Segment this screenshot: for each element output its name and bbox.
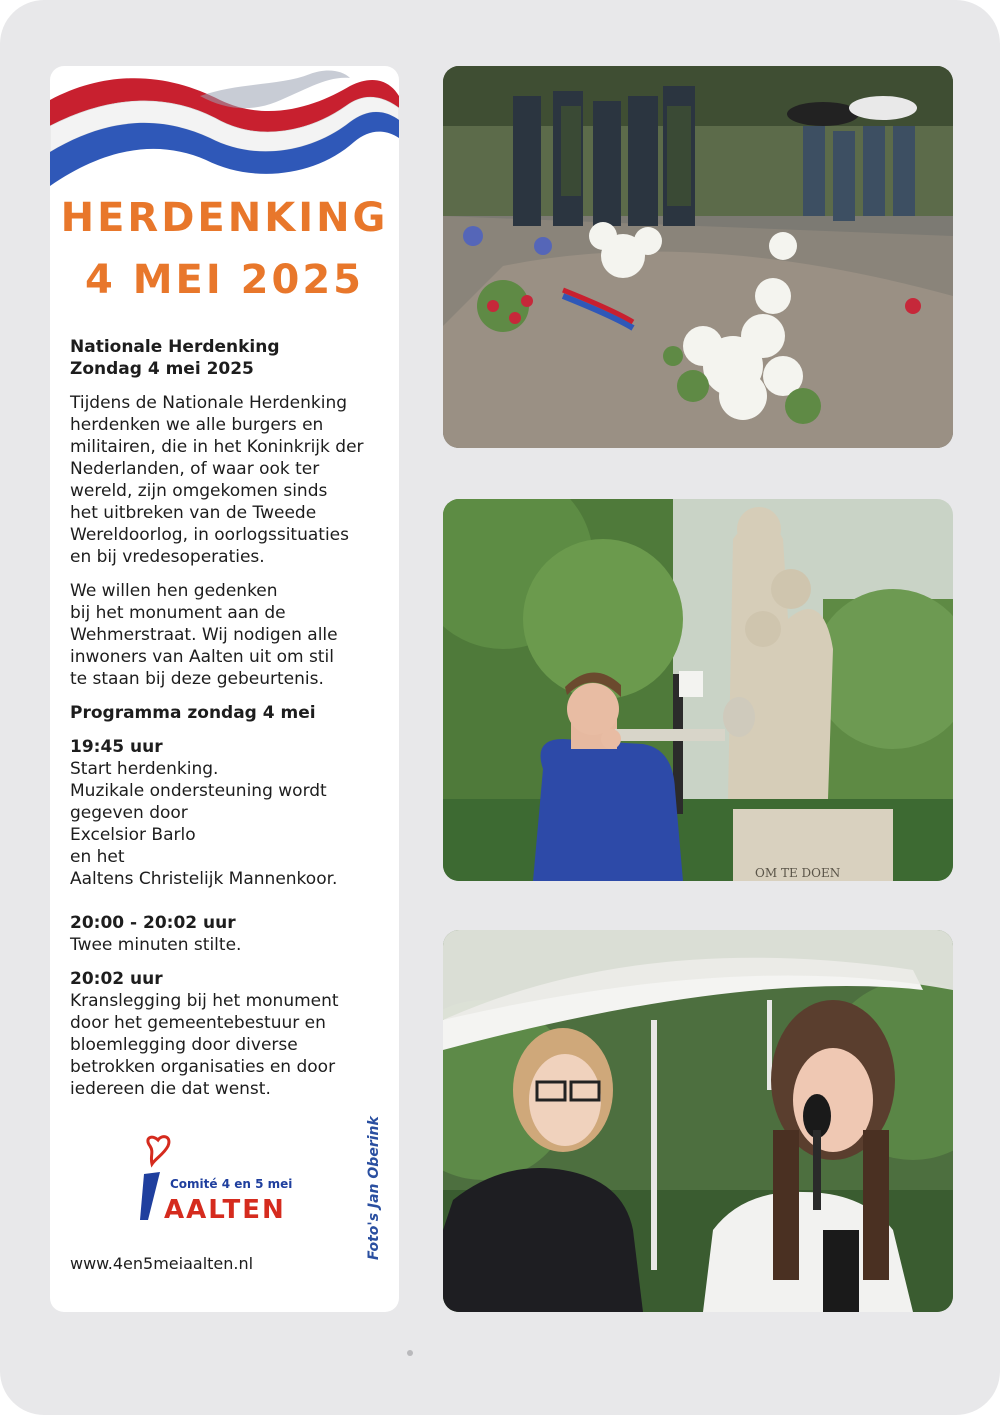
torch-handle-icon	[140, 1172, 160, 1220]
program-item-text: Start herdenking. Muzikale ondersteuning wordt gegeven door Excelsior Barlo en het Aaltens Christelijk Mannenkoor.	[70, 759, 338, 889]
intro-heading-line1: Nationale Herdenking	[70, 337, 280, 357]
info-panel	[50, 66, 399, 1312]
torch-flame-icon	[148, 1137, 169, 1164]
photo-wreaths	[443, 66, 953, 448]
website-link[interactable]: www.4en5meiaalten.nl	[70, 1254, 254, 1273]
program-item-time: 20:02 uur	[70, 969, 163, 989]
page-title-line1: HERDENKING	[60, 195, 389, 241]
photo-trumpeter	[443, 499, 953, 881]
intro-paragraph-2: We willen hen gedenken bij het monument aan de Wehmerstraat. Wij nodigen alle inwoners van Aalten uit om stil te staan bij deze gebeurtenis.	[70, 581, 338, 689]
program-item-text: Twee minuten stilte.	[70, 935, 242, 955]
intro-section	[70, 336, 380, 1112]
comite-logo	[134, 1134, 324, 1224]
page-title-line2: 4 MEI 2025	[84, 257, 365, 303]
page-dot	[407, 1350, 413, 1356]
intro-heading-line2: Zondag 4 mei 2025	[70, 359, 254, 379]
program-item-time: 19:45 uur	[70, 737, 163, 757]
program-item-text: Kranslegging bij het monument door het gemeentebestuur en bloemlegging door diverse betrokken organisaties en door iedereen die dat wenst.	[70, 991, 339, 1099]
program-item-time: 20:00 - 20:02 uur	[70, 913, 236, 933]
intro-paragraph-1: Tijdens de Nationale Herdenking herdenken we alle burgers en militairen, die in het Koninkrijk der Nederlanden, of waar ook ter wereld, zijn omgekomen sinds het uitbreken van de Tweede Wereldoorlog, in oorlogssituaties en bij vredesoperaties.	[70, 393, 364, 567]
monument-inscription: OM TE DOEN	[755, 866, 841, 880]
program-heading: Programma zondag 4 mei	[70, 703, 316, 723]
photo-speakers	[443, 930, 953, 1312]
logo-line2: AALTEN	[164, 1195, 286, 1224]
logo-line1: Comité 4 en 5 mei	[170, 1177, 293, 1191]
photo-credit: Foto's Jan Oberink	[366, 1116, 382, 1260]
